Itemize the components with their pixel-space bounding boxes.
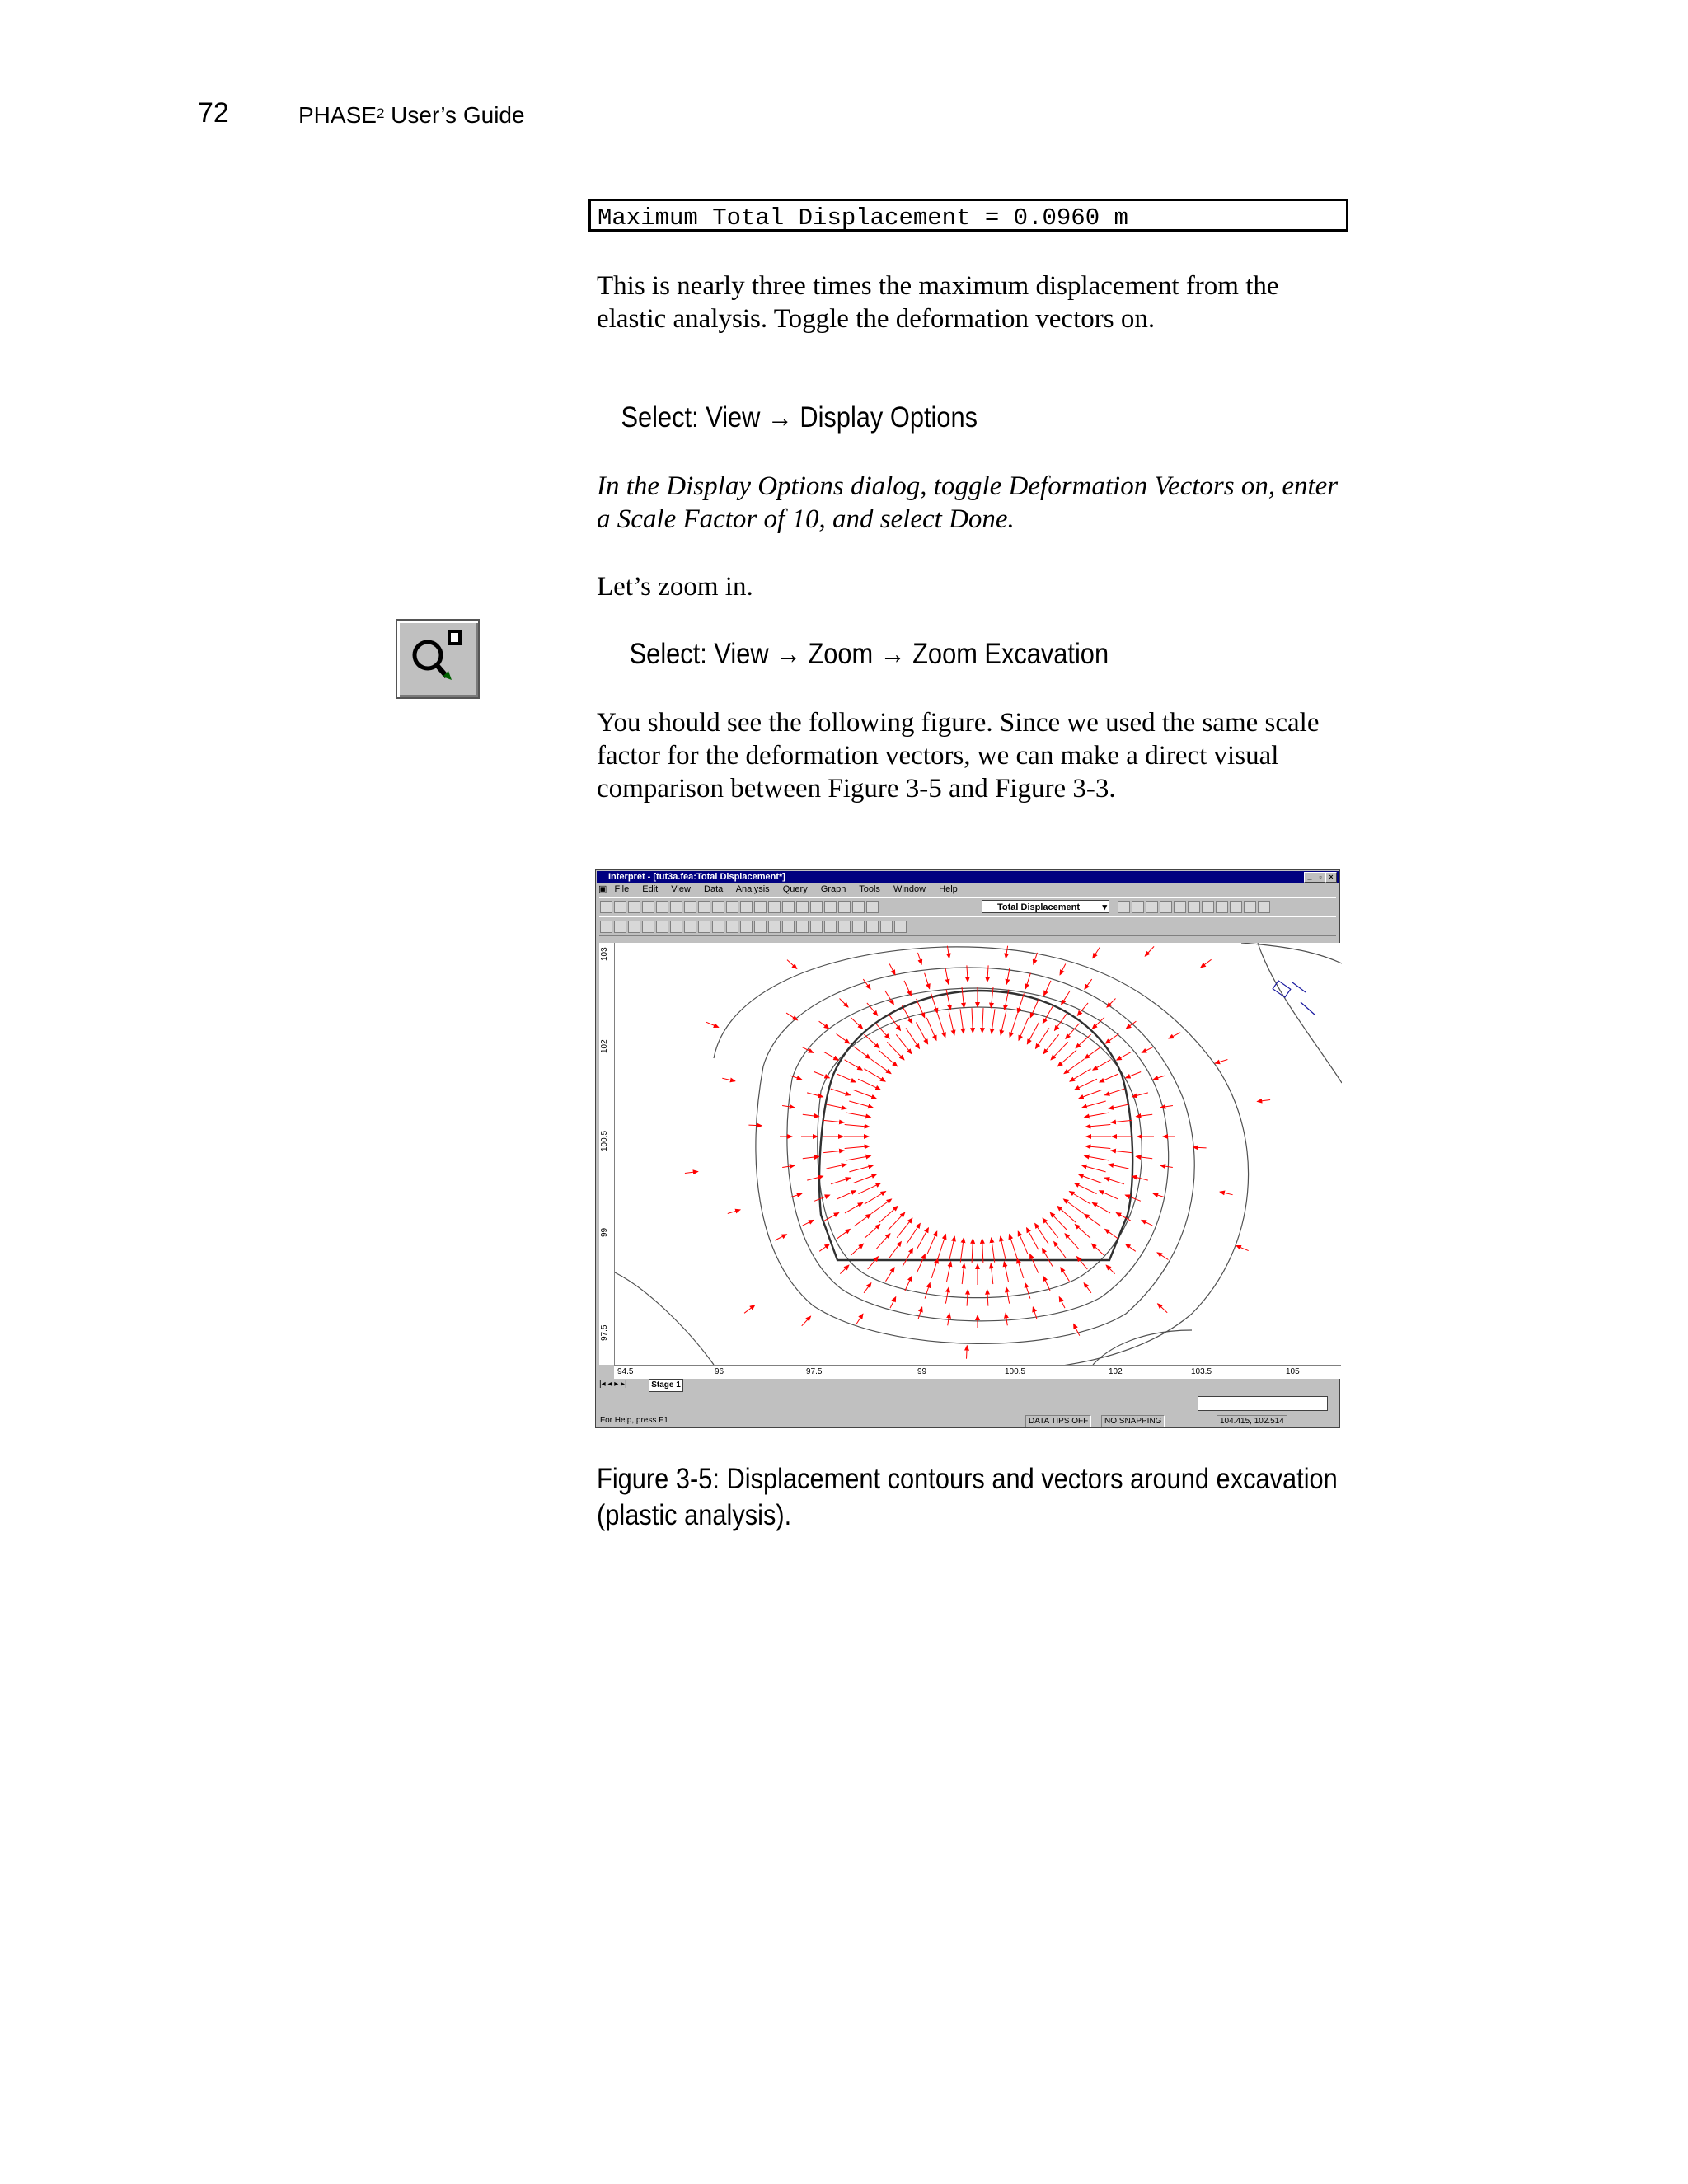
snapping-status[interactable]: NO SNAPPING: [1101, 1415, 1165, 1427]
interpret-window-figure: [595, 869, 1340, 1428]
polyline-icon[interactable]: [726, 921, 738, 933]
rectangle-icon[interactable]: [642, 921, 654, 933]
material-icon[interactable]: [1174, 901, 1186, 913]
preview-icon[interactable]: [670, 901, 682, 913]
displacement-vector: [858, 1079, 880, 1090]
displacement-vector: [890, 1297, 896, 1308]
displacement-vector: [1085, 1146, 1110, 1149]
displacement-vector: [876, 1234, 890, 1249]
displacement-vector: [1076, 1034, 1091, 1048]
displacement-vector: [938, 1014, 945, 1038]
displacement-vector: [1111, 1151, 1132, 1153]
menu-tools[interactable]: Tools: [859, 884, 880, 894]
displacement-vector: [925, 1283, 930, 1299]
paragraph-following-figure: You should see the following figure. Since we used the same scale factor for the deformation vectors, we can make a direct visual comparison between Figure 3-5 and Figure 3-3.: [597, 708, 1320, 804]
displacement-vector: [1059, 1297, 1065, 1308]
displacement-vector: [1025, 973, 1030, 989]
displacement-vector: [803, 1156, 819, 1159]
boundary-icon[interactable]: [1216, 901, 1228, 913]
displacement-vector: [854, 1214, 870, 1226]
running-head-suffix: User’s Guide: [384, 102, 525, 128]
menu-window[interactable]: Window: [893, 884, 926, 894]
displacement-vector: [1077, 1257, 1088, 1269]
zoom-excavation-icon: [396, 619, 480, 699]
displacement-vector: [1035, 1028, 1049, 1048]
select-arrow-icon[interactable]: [628, 921, 640, 933]
displacement-vector: [967, 1346, 968, 1359]
displacement-vector: [1082, 1165, 1106, 1172]
displacement-vector: [837, 1074, 856, 1082]
displacement-vector: [1104, 1178, 1124, 1184]
displacement-vector: [868, 1257, 879, 1269]
y-tick-label: 103: [600, 947, 609, 961]
displacement-vector: [837, 1191, 856, 1199]
displacement-vector: [1117, 1052, 1132, 1061]
displacement-vector: [945, 968, 949, 985]
image-icon[interactable]: [670, 921, 682, 933]
displacement-vector: [1107, 999, 1116, 1008]
chevron-down-icon: ▾: [1102, 902, 1107, 912]
displacement-vector: [807, 1176, 823, 1180]
window-title: Interpret - [tut3a.fea:Total Displacement*]: [608, 872, 785, 882]
displacement-vector: [931, 1258, 938, 1278]
model-view[interactable]: [614, 943, 1342, 1365]
displacement-vector: [1093, 947, 1100, 958]
displacement-vector: [1093, 1060, 1111, 1071]
displacement-vector: [1079, 1090, 1102, 1099]
displacement-vector: [1092, 1244, 1104, 1255]
displacement-vector: [1054, 1014, 1067, 1030]
displacement-vector: [1006, 946, 1007, 958]
displacement-vector: [947, 946, 949, 958]
displacement-vector: [1215, 1060, 1227, 1064]
save-icon[interactable]: [628, 901, 640, 913]
pan-icon[interactable]: [838, 901, 851, 913]
y-tick-label: 100.5: [600, 1130, 609, 1151]
displacement-vector: [904, 981, 912, 996]
displacement-vector: [706, 1022, 719, 1027]
secondary-toolbar: [599, 916, 1336, 936]
displacement-vector: [1105, 1229, 1118, 1239]
query-icon[interactable]: [1160, 901, 1172, 913]
print-icon[interactable]: [684, 901, 696, 913]
contour-line: [1258, 943, 1342, 1083]
displacement-vector: [967, 1290, 968, 1306]
displacement-vector: [1085, 1047, 1101, 1059]
displacement-vector: [851, 1018, 863, 1029]
displacement-vector: [1006, 1314, 1007, 1326]
displacement-vector: [926, 1018, 936, 1041]
displacement-vector: [1043, 1005, 1053, 1024]
zoom-all-icon[interactable]: [768, 901, 781, 913]
displacement-vector: [1100, 1074, 1118, 1082]
displacement-vector: [947, 1262, 951, 1282]
displacement-vector: [1257, 1100, 1270, 1102]
displacement-vector: [992, 1009, 995, 1033]
displacement-vector: [1236, 1245, 1249, 1250]
displacement-vector: [1001, 1236, 1006, 1260]
displacement-vector: [1100, 1191, 1118, 1199]
displacement-vector: [889, 1014, 901, 1030]
displacement-vector: [987, 1290, 988, 1306]
displacement-vector: [885, 991, 894, 1005]
polygon-icon[interactable]: [712, 921, 724, 933]
displacement-vector: [1109, 1165, 1128, 1169]
figure-caption: Figure 3-5: Displacement contours and vectors around excavation (plastic analysis).: [597, 1463, 1338, 1531]
displacement-vector: [925, 973, 930, 989]
x-tick-label: 99: [917, 1367, 927, 1376]
coordinates-readout: 104.415, 102.514: [1217, 1415, 1287, 1427]
displacement-vector: [992, 1238, 995, 1263]
displacement-vector: [1057, 1050, 1076, 1066]
displacement-vector: [960, 1238, 964, 1263]
displacement-vector: [1109, 1104, 1128, 1108]
axis-icon[interactable]: [614, 921, 626, 933]
paragraph-display-options-instruction: In the Display Options dialog, toggle Deformation Vectors on, enter a Scale Factor of 10, and select Done.: [597, 471, 1339, 534]
strength-icon[interactable]: [1188, 901, 1200, 913]
displacement-vector: [744, 1305, 755, 1314]
menu-edit[interactable]: Edit: [642, 884, 659, 894]
displacement-vector: [1075, 1079, 1097, 1090]
displacement-vector: [787, 960, 797, 969]
displacement-vector: [1061, 1268, 1070, 1282]
displacement-vector: [1006, 1287, 1010, 1304]
displacement-vector: [819, 1021, 829, 1029]
contour-options-icon[interactable]: [1118, 901, 1130, 913]
app-menu-icon[interactable]: ▣: [598, 884, 607, 894]
displacement-vector: [1125, 1195, 1141, 1201]
displacement-vector: [1062, 991, 1071, 1005]
displacement-vector: [1070, 1069, 1091, 1081]
displacement-vector: [1157, 1253, 1168, 1260]
fill-icon[interactable]: [810, 921, 823, 933]
displacement-vector: [786, 1013, 797, 1020]
displacement-vector: [1193, 1147, 1207, 1148]
zoom-previous-icon[interactable]: [852, 901, 865, 913]
displacement-vector: [1169, 1033, 1180, 1038]
display-icon[interactable]: [894, 921, 907, 933]
displacement-vector: [1158, 1304, 1168, 1313]
x-tick-label: 105: [1286, 1367, 1300, 1376]
displacement-vector: [1025, 1283, 1030, 1299]
data-tips-status[interactable]: DATA TIPS OFF: [1025, 1415, 1091, 1427]
displacement-vector: [748, 1125, 762, 1126]
displacement-vector: [1051, 1042, 1068, 1060]
chart-icon[interactable]: [656, 901, 668, 913]
displacement-vector: [962, 987, 964, 1008]
displacement-vector: [831, 1089, 851, 1095]
contour-line: [615, 1272, 714, 1365]
displacement-vector: [1027, 1023, 1039, 1044]
tab-nav-arrows-icon[interactable]: |◂ ◂ ▸ ▸|: [599, 1380, 627, 1389]
contour-line: [1093, 1330, 1192, 1365]
displacement-vector: [1085, 1156, 1109, 1160]
displacement-vector: [972, 1008, 973, 1033]
displacement-vector: [819, 1244, 829, 1252]
vector-icon[interactable]: [838, 921, 851, 933]
displacement-vector: [845, 1060, 863, 1071]
x-tick-label: 96: [715, 1367, 724, 1376]
displacement-vector: [1043, 1034, 1059, 1053]
displacement-vector: [918, 953, 922, 964]
displacement-vector: [938, 1235, 945, 1258]
displacement-vector: [1006, 968, 1010, 985]
menu-file[interactable]: File: [614, 884, 630, 894]
displacement-vector: [728, 1210, 740, 1214]
displacement-vector: [827, 1165, 846, 1169]
line-icon[interactable]: [768, 921, 781, 933]
dimension-icon[interactable]: [754, 921, 767, 933]
max-displacement-box: Maximum Total Displacement = 0.0960 m: [588, 199, 1348, 232]
displacement-vector: [1153, 1076, 1165, 1080]
deformed-icon[interactable]: [852, 921, 865, 933]
stage-tab-bar: [599, 1379, 1337, 1392]
displacement-vector: [722, 1078, 735, 1081]
displacement-vector: [918, 1307, 922, 1319]
displacement-vector: [1042, 1249, 1053, 1267]
excavation-interior: [865, 1036, 1085, 1235]
displacement-vector: [889, 1242, 902, 1258]
paragraph-zoom-in: Let’s zoom in.: [597, 572, 753, 602]
x-axis-ruler: [614, 1365, 1341, 1379]
displacement-vector: [864, 1283, 871, 1293]
displacement-vector: [1043, 1277, 1051, 1291]
displacement-vector: [1075, 1225, 1090, 1239]
displacement-vector: [871, 1059, 891, 1074]
displacement-vector: [879, 1050, 898, 1066]
displacement-vector: [803, 1220, 814, 1226]
displacement-vector: [846, 1113, 871, 1117]
displacement-vector: [831, 1178, 851, 1184]
displacement-vector: [1085, 1125, 1110, 1127]
yield-icon[interactable]: [1244, 901, 1256, 913]
displacement-vector: [1019, 1018, 1029, 1041]
displacement-vector: [826, 1104, 846, 1108]
page-icon[interactable]: [866, 921, 879, 933]
displacement-vector: [1142, 1047, 1152, 1053]
paragraph-elastic-comparison: This is nearly three times the maximum displacement from the elastic analysis. Toggle the deformation vectors on.: [597, 271, 1279, 334]
displacement-vector: [1084, 1283, 1091, 1293]
displacement-vector: [960, 1009, 964, 1033]
displacement-vector: [991, 1263, 993, 1284]
displacement-vector: [845, 1125, 870, 1127]
displacement-vector: [823, 1151, 844, 1153]
displacement-vector: [1201, 959, 1212, 968]
displacement-vector: [1106, 1265, 1115, 1274]
displacement-vector: [1085, 979, 1092, 989]
x-tick-label: 100.5: [1005, 1367, 1026, 1376]
select-display-options: Select: View → Display Options: [621, 401, 978, 434]
status-bar: [597, 1414, 1339, 1427]
box-icon[interactable]: [796, 921, 809, 933]
page-number: 72: [198, 97, 229, 129]
displacement-vector: [1111, 1120, 1132, 1122]
displacement-vector: [851, 1244, 864, 1255]
menu-help[interactable]: Help: [939, 884, 958, 894]
menu-bar: [597, 883, 1339, 896]
text-box-icon[interactable]: [656, 921, 668, 933]
x-tick-label: 97.5: [806, 1367, 823, 1376]
stress-icon[interactable]: [880, 921, 893, 933]
displacement-vector: [802, 1316, 811, 1326]
displacement-vector: [775, 1235, 786, 1240]
layer-icon[interactable]: [824, 921, 837, 933]
menu-graph[interactable]: Graph: [820, 884, 846, 894]
legend-icon[interactable]: [1132, 901, 1144, 913]
displacement-vector: [1145, 946, 1154, 956]
displacement-vector: [802, 1047, 813, 1053]
displacement-vector: [1085, 1214, 1101, 1226]
menu-data[interactable]: Data: [704, 884, 724, 894]
play-icon[interactable]: [740, 901, 753, 913]
minimize-icon[interactable]: _: [1304, 872, 1315, 883]
displacement-vector: [840, 1265, 849, 1274]
x-tick-label: 103.5: [1191, 1367, 1212, 1376]
displacement-vector: [917, 1254, 925, 1273]
y-axis-ruler: [599, 943, 615, 1365]
support-icon[interactable]: [1258, 901, 1270, 913]
main-toolbar: [599, 897, 1336, 916]
arrow-tool-icon[interactable]: [782, 921, 795, 933]
layout-icon[interactable]: [642, 901, 654, 913]
displacement-vector: [982, 1008, 983, 1033]
close-icon[interactable]: ×: [1325, 872, 1337, 883]
displacement-vector: [837, 1229, 850, 1239]
displacement-plot: [615, 943, 1342, 1365]
zoom-in-icon[interactable]: [782, 901, 795, 913]
mesh-icon[interactable]: [1202, 901, 1214, 913]
stage-icon[interactable]: [1146, 901, 1158, 913]
displacement-vector: [876, 1024, 890, 1039]
displacement-vector: [837, 1034, 850, 1044]
displacement-vector: [1126, 1244, 1136, 1252]
status-help-text: For Help, press F1: [600, 1416, 668, 1425]
displacement-vector: [949, 1011, 954, 1035]
displacement-vector: [685, 1172, 698, 1174]
displacement-vector: [1132, 1093, 1148, 1097]
maximize-icon[interactable]: ▫: [1315, 872, 1326, 883]
zoom-extents-icon[interactable]: [866, 901, 879, 913]
menu-analysis[interactable]: Analysis: [735, 884, 770, 894]
displacement-vector: [1034, 953, 1038, 964]
displacement-vector: [840, 999, 849, 1008]
x-tick-label: 102: [1109, 1367, 1123, 1376]
displacement-vector: [1060, 964, 1066, 975]
open-icon[interactable]: [600, 901, 612, 913]
displacement-vector: [902, 1005, 912, 1024]
angle-icon[interactable]: [740, 921, 753, 933]
displacement-vector: [1010, 1014, 1017, 1038]
displacement-vector: [903, 1249, 913, 1267]
displacement-vector: [896, 1034, 912, 1053]
displacement-vector: [950, 1236, 955, 1260]
displacement-vector: [945, 1287, 949, 1304]
displacement-vector: [814, 1072, 830, 1078]
copy-icon[interactable]: [614, 901, 626, 913]
export-icon[interactable]: [698, 901, 710, 913]
displacement-vector: [1001, 1011, 1006, 1035]
menu-query[interactable]: Query: [782, 884, 808, 894]
y-tick-label: 97.5: [600, 1324, 609, 1341]
data-type-select[interactable]: [982, 900, 1109, 913]
running-head-title: PHASE: [298, 102, 377, 128]
displacement-vector: [864, 1034, 879, 1048]
displacement-vector: [887, 1042, 904, 1060]
data-type-value: Total Displacement: [997, 902, 1081, 912]
displacement-vector: [1126, 1072, 1142, 1078]
displacement-vector: [1030, 1254, 1039, 1273]
zoom-out-icon[interactable]: [796, 901, 809, 913]
running-head-superscript: 2: [376, 105, 385, 121]
displacement-vector: [1010, 1235, 1017, 1258]
stop-icon[interactable]: [754, 901, 767, 913]
displacement-vector: [1104, 1089, 1124, 1095]
displacement-vector: [1220, 1192, 1233, 1195]
displacement-vector: [854, 1047, 870, 1059]
displacement-vector: [1054, 1242, 1067, 1258]
x-tick-label: 94.5: [617, 1367, 634, 1376]
displacement-vector: [889, 964, 895, 975]
displacement-vector: [1085, 1113, 1109, 1117]
displacement-vector: [1044, 981, 1052, 996]
joint-icon[interactable]: [1230, 901, 1242, 913]
displacement-vector: [1064, 1059, 1084, 1074]
displacement-vector: [864, 1069, 885, 1081]
displacement-vector: [845, 1202, 863, 1213]
tab-stage-1[interactable]: Stage 1: [649, 1379, 683, 1392]
displacement-vector: [803, 1114, 819, 1117]
contour-line: [1241, 943, 1342, 963]
displacement-vector: [1136, 1156, 1152, 1159]
zoom-excavation-small-icon[interactable]: [824, 901, 837, 913]
displacement-vector: [1004, 1262, 1008, 1282]
displacement-vector: [917, 1023, 928, 1044]
menu-view[interactable]: View: [671, 884, 691, 894]
displacement-vector: [1065, 1234, 1079, 1249]
displacement-vector: [1018, 993, 1025, 1013]
window-title-bar: [597, 871, 1339, 883]
displacement-vector: [824, 1052, 839, 1061]
ellipse-icon[interactable]: [698, 921, 710, 933]
displacement-vector: [823, 1120, 844, 1122]
displacement-vector: [1092, 1202, 1110, 1213]
displacement-vector: [1153, 1193, 1165, 1197]
y-tick-label: 102: [600, 1039, 609, 1053]
grid-icon[interactable]: [712, 901, 724, 913]
y-tick-label: 99: [600, 1227, 609, 1237]
displacement-vector: [1160, 1165, 1173, 1167]
select-zoom-excavation: Select: View → Zoom → Zoom Excavation: [629, 638, 1109, 670]
graph-icon[interactable]: [600, 921, 612, 933]
status-input-field[interactable]: [1198, 1396, 1328, 1411]
zoom-window-icon[interactable]: [810, 901, 823, 913]
displacement-vector: [906, 1028, 920, 1048]
displacement-vector: [856, 1314, 863, 1324]
displacement-vector: [905, 1277, 912, 1291]
displacement-vector: [1142, 1220, 1152, 1226]
arc-icon[interactable]: [684, 921, 696, 933]
displacement-vector: [962, 1263, 964, 1284]
displacement-vector: [1017, 1258, 1024, 1278]
displacement-vector: [886, 1268, 895, 1282]
running-head: [298, 102, 525, 129]
record-icon[interactable]: [726, 901, 738, 913]
traction-marker-icon: [1273, 981, 1315, 1015]
displacement-vector: [1082, 1101, 1106, 1108]
displacement-vector: [1105, 1034, 1118, 1044]
